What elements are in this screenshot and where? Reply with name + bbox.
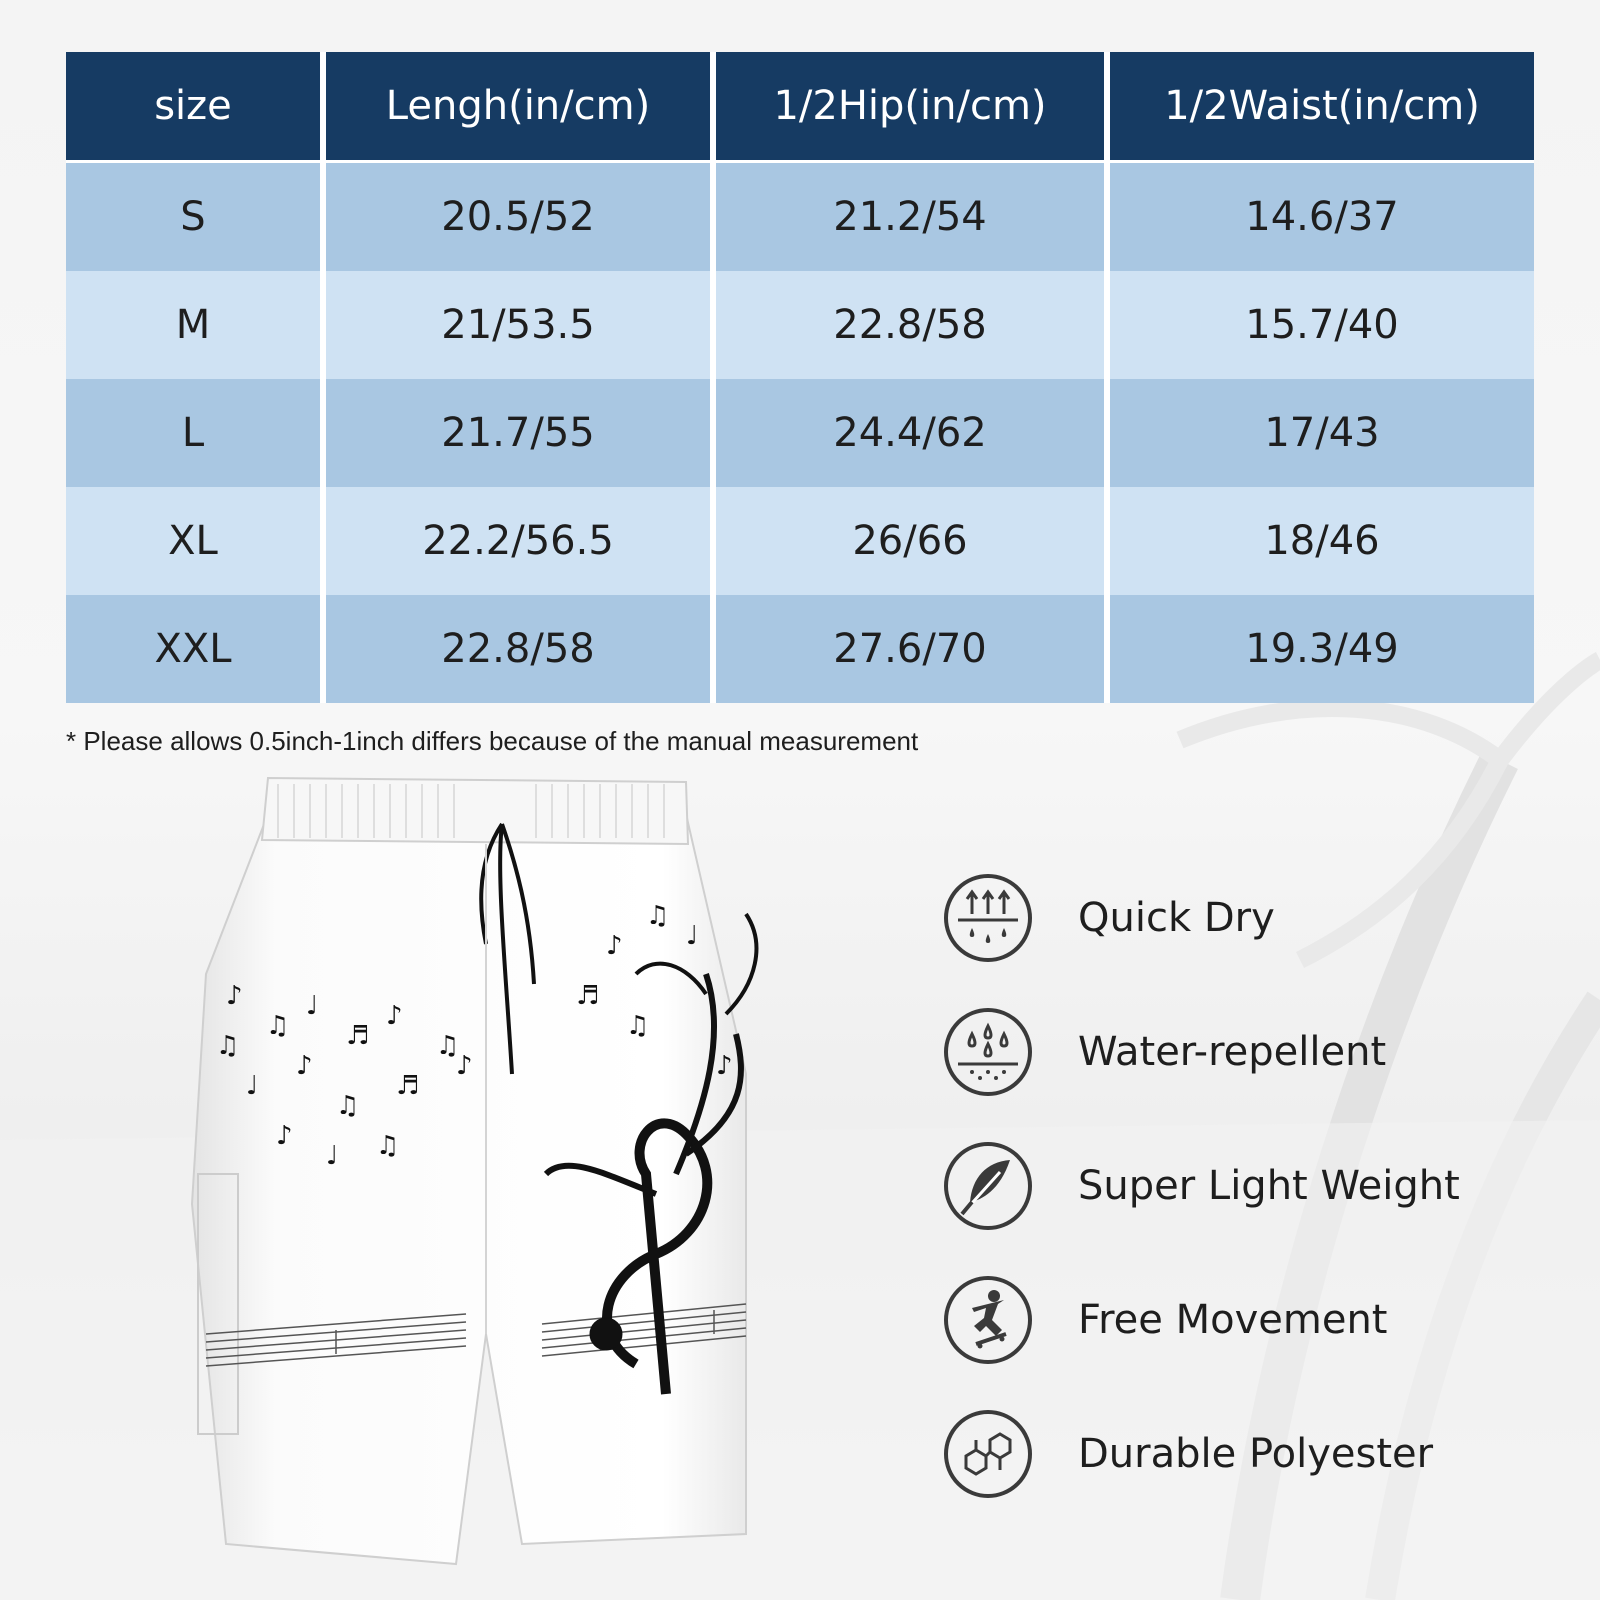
header-length: Lengh(in/cm)	[326, 52, 716, 163]
svg-text:♫: ♫	[266, 1011, 290, 1041]
svg-text:♫: ♫	[436, 1031, 460, 1061]
table-row	[66, 163, 1534, 271]
cell-half-hip: 22.8/58	[716, 271, 1110, 379]
svg-text:♩: ♩	[326, 1141, 339, 1171]
cell-length: 20.5/52	[326, 163, 716, 271]
svg-text:♪: ♪	[276, 1121, 293, 1151]
cell-half-waist: 18/46	[1110, 487, 1534, 595]
feature-label: Free Movement	[1078, 1297, 1388, 1343]
cell-half-hip: 24.4/62	[716, 379, 1110, 487]
cell-length: 21.7/55	[326, 379, 716, 487]
feature-item	[942, 1140, 1562, 1232]
cell-size: L	[66, 379, 326, 487]
feature-item	[942, 1006, 1562, 1098]
cell-size: XXL	[66, 595, 326, 703]
cell-half-hip: 26/66	[716, 487, 1110, 595]
svg-text:♬: ♬	[576, 981, 600, 1011]
svg-text:♪: ♪	[296, 1051, 313, 1081]
feature-label: Water-repellent	[1078, 1029, 1387, 1075]
svg-text:♬: ♬	[346, 1021, 370, 1051]
svg-text:♫: ♫	[376, 1131, 400, 1161]
feature-list	[942, 872, 1562, 1542]
svg-text:♪: ♪	[456, 1051, 473, 1081]
cell-half-waist: 15.7/40	[1110, 271, 1534, 379]
feature-item	[942, 1274, 1562, 1366]
svg-text:♫: ♫	[336, 1091, 360, 1121]
cell-length: 22.8/58	[326, 595, 716, 703]
molecule-icon	[942, 1408, 1034, 1500]
skater-icon	[942, 1274, 1034, 1366]
svg-text:♫: ♫	[626, 1011, 650, 1041]
svg-text:♩: ♩	[686, 921, 699, 951]
size-chart-table	[66, 52, 1534, 703]
feature-label: Super Light Weight	[1078, 1163, 1460, 1209]
svg-text:♪: ♪	[716, 1051, 733, 1081]
cell-half-waist: 19.3/49	[1110, 595, 1534, 703]
cell-half-waist: 17/43	[1110, 379, 1534, 487]
header-size: size	[66, 52, 326, 163]
quick-dry-icon	[942, 872, 1034, 964]
feature-item	[942, 1408, 1562, 1500]
svg-text:♫: ♫	[646, 901, 670, 931]
header-half-waist: 1/2Waist(in/cm)	[1110, 52, 1534, 163]
table-header-row	[66, 52, 1534, 163]
feature-label: Durable Polyester	[1078, 1431, 1434, 1477]
feature-label: Quick Dry	[1078, 895, 1275, 941]
table-row	[66, 379, 1534, 487]
table-row	[66, 595, 1534, 703]
cell-half-hip: 21.2/54	[716, 163, 1110, 271]
board-shorts-image	[186, 774, 786, 1574]
svg-text:♪: ♪	[386, 1001, 403, 1031]
water-repellent-icon	[942, 1006, 1034, 1098]
cell-half-waist: 14.6/37	[1110, 163, 1534, 271]
svg-text:♩: ♩	[306, 991, 319, 1021]
svg-text:♬: ♬	[396, 1071, 420, 1101]
svg-text:♪: ♪	[606, 931, 623, 961]
svg-text:♩: ♩	[246, 1071, 259, 1101]
cell-half-hip: 27.6/70	[716, 595, 1110, 703]
svg-text:♫: ♫	[216, 1031, 240, 1061]
cell-size: S	[66, 163, 326, 271]
feature-item	[942, 872, 1562, 964]
cell-length: 22.2/56.5	[326, 487, 716, 595]
feather-icon	[942, 1140, 1034, 1232]
table-row	[66, 487, 1534, 595]
svg-text:♪: ♪	[226, 981, 243, 1011]
header-half-hip: 1/2Hip(in/cm)	[716, 52, 1110, 163]
cell-size: M	[66, 271, 326, 379]
cell-length: 21/53.5	[326, 271, 716, 379]
cell-size: XL	[66, 487, 326, 595]
table-row	[66, 271, 1534, 379]
measurement-note: * Please allows 0.5inch-1inch differs because of the manual measurement	[66, 726, 919, 756]
